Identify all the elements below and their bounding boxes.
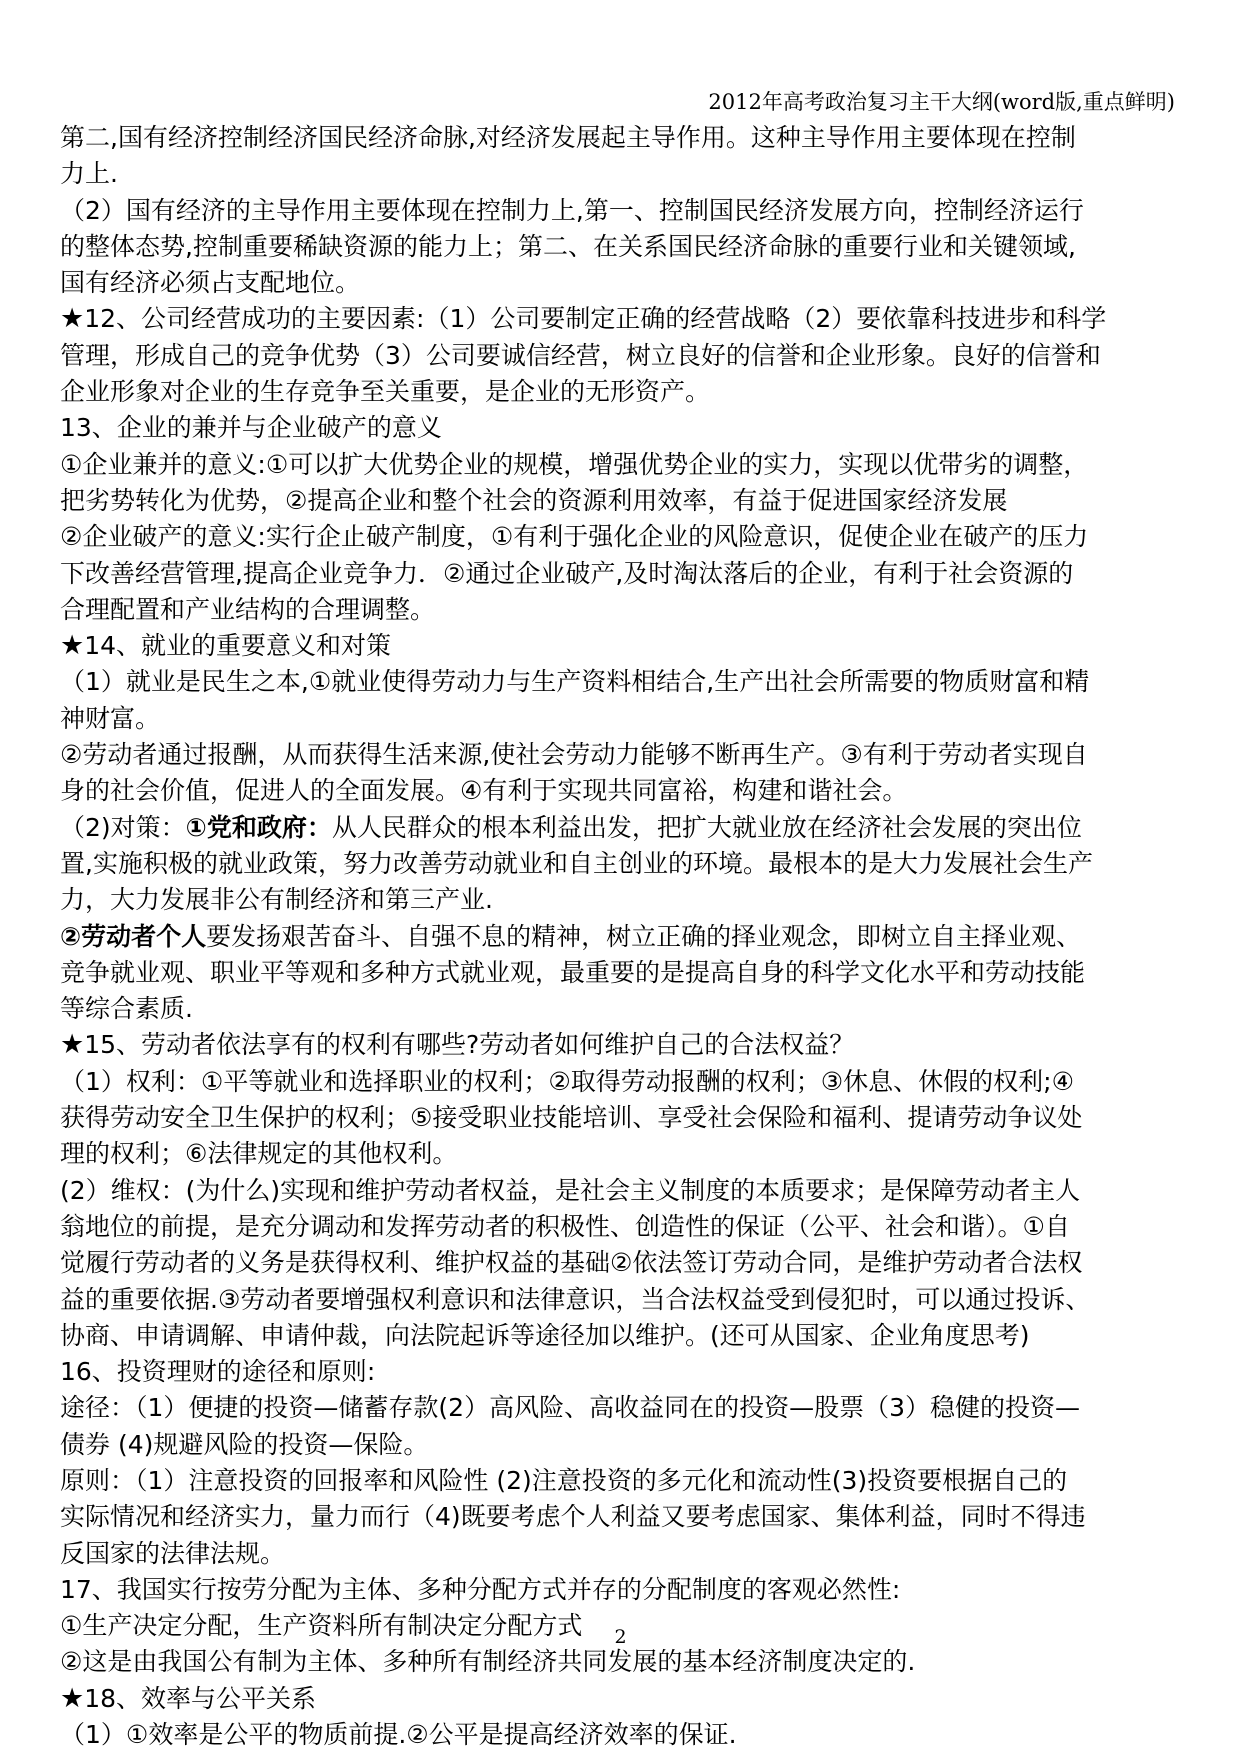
text-line: ②企业破产的意义:实行企止破产制度，①有利于强化企业的风险意识，促使企业在破产的压力 [60,522,1089,552]
star-icon: ★ [60,1029,85,1061]
text-line: 身的社会价值，促进人的全面发展。④有利于实现共同富裕，构建和谐社会。 [60,776,908,806]
section-heading-17: 17、我国实行按劳分配为主体、多种分配方式并存的分配制度的客观必然性: [60,1574,901,1604]
text-line: 把劣势转化为优势，②提高企业和整个社会的资源利用效率，有益于促进国家经济发展 [60,485,1008,515]
section-heading-15: ★15、劳动者依法享有的权利有哪些?劳动者如何维护自己的合法权益？ [60,1029,855,1061]
text-line: 的整体态势,控制重要稀缺资源的能力上；第二、在关系国民经济命脉的重要行业和关键领域, [60,231,1076,261]
text-line: （1）就业是民生之本,①就业使得劳动力与生产资料相结合,生产出社会所需要的物质财富和精 [60,667,1090,697]
text-line: ①生产决定分配，生产资料所有制决定分配方式 [60,1611,583,1641]
text-line: 置,实施积极的就业政策，努力改善劳动就业和自主创业的环境。最根本的是大力发展社会生产 [60,848,1093,878]
text-line: 力上. [60,159,118,189]
text-line: 翁地位的前提，是充分调动和发挥劳动者的积极性、创造性的保证（公平、社会和谐）。①自 [60,1211,1070,1241]
page-number: 2 [614,1626,627,1648]
bold-term: ①党和政府： [185,812,332,842]
text-line: 第二,国有经济控制经济国民经济命脉,对经济发展起主导作用。这种主导作用主要体现在控制 [60,123,1076,152]
text-line: 协商、申请调解、申请仲裁，向法院起诉等途径加以维护。(还可从国家、企业角度思考) [60,1320,1030,1350]
text-line: 竞争就业观、职业平等观和多种方式就业观，最重要的是提高自身的科学文化水平和劳动技能 [60,957,1086,987]
text-line: ②这是由我国公有制为主体、多种所有制经济共同发展的基本经济制度决定的. [60,1647,916,1677]
text-line: 获得劳动安全卫生保护的权利；⑤接受职业技能培训、享受社会保险和福利、提请劳动争议处 [60,1103,1083,1133]
text-line: 管理，形成自己的竞争优势（3）公司要诚信经营，树立良好的信誉和企业形象。良好的信誉和 [60,340,1101,370]
star-icon: ★ [60,630,85,662]
star-icon: ★ [60,1682,85,1714]
star-icon: ★ [60,303,85,335]
document-body [60,120,1182,1753]
text-line: 原则：（1）注意投资的回报率和风险性 (2)注意投资的多元化和流动性(3)投资要根据自己的 [60,1465,1068,1495]
text-line: 下改善经营管理,提高企业竞争力．②通过企业破产,及时淘汰落后的企业，有利于社会资源的 [60,558,1074,588]
text-line: 实际情况和经济实力，量力而行（4)既要考虑个人利益又要考虑国家、集体利益，同时不得违 [60,1502,1086,1532]
text-line: 反国家的法律法规。 [60,1538,286,1568]
text-line: 国有经济必须占支配地位。 [60,268,361,298]
text-line: 觉履行劳动者的义务是获得权利、维护权益的基础②依法签订劳动合同，是维护劳动者合法权 [60,1248,1083,1278]
section-heading-12: ★12、公司经营成功的主要因素:（1）公司要制定正确的经营战略（2）要依靠科技进步和科学 [60,303,1107,335]
text-line: （2)对策：①党和政府：从人民群众的根本利益出发，把扩大就业放在经济社会发展的突出位 [60,812,1082,842]
running-header: 2012年高考政治复习主干大纲(word版,重点鲜明) [708,90,1175,114]
text-line: 益的重要依据.③劳动者要增强权利意识和法律意识，当合法权益受到侵犯时，可以通过投诉、 [60,1284,1091,1314]
text-line: 等综合素质. [60,994,193,1024]
text-line: ①企业兼并的意义:①可以扩大优势企业的规模，增强优势企业的实力，实现以优带劣的调整， [60,449,1089,479]
section-heading-18: ★18、效率与公平关系 [60,1682,317,1714]
text-line: ②劳动者通过报酬，从而获得生活来源,使社会劳动力能够不断再生产。③有利于劳动者实现自 [60,740,1088,770]
text-line: 理的权利；⑥法律规定的其他权利。 [60,1139,458,1169]
text-line: 合理配置和产业结构的合理调整。 [60,594,436,624]
text-line: 债券 (4)规避风险的投资—保险。 [60,1429,429,1459]
text-line: ②劳动者个人要发扬艰苦奋斗、自强不息的精神，树立正确的择业观念，即树立自主择业观、 [60,921,1082,951]
section-heading-16: 16、投资理财的途径和原则: [60,1357,376,1387]
section-heading-13: 13、企业的兼并与企业破产的意义 [60,413,442,443]
section-heading-14: ★14、就业的重要意义和对策 [60,630,392,662]
text-line: （1）①效率是公平的物质前提.②公平是提高经济效率的保证. [60,1720,737,1750]
text-line: 企业形象对企业的生存竞争至关重要，是企业的无形资产。 [60,377,711,407]
text-line: (2）维权：(为什么)实现和维护劳动者权益，是社会主义制度的本质要求；是保障劳动者主人 [60,1175,1081,1205]
text-line: 神财富。 [60,703,161,733]
text-line: 力，大力发展非公有制经济和第三产业. [60,885,493,915]
bold-term: ②劳动者个人 [60,921,207,951]
text-line: （1）权利：①平等就业和选择职业的权利；②取得劳动报酬的权利；③休息、休假的权利;④ [60,1066,1074,1096]
text-line: （2）国有经济的主导作用主要体现在控制力上,第一、控制国民经济发展方向，控制经济运行 [60,195,1084,225]
text-line: 途径：（1）便捷的投资—储蓄存款(2）高风险、高收益同在的投资—股票（3）稳健的投资— [60,1393,1080,1423]
